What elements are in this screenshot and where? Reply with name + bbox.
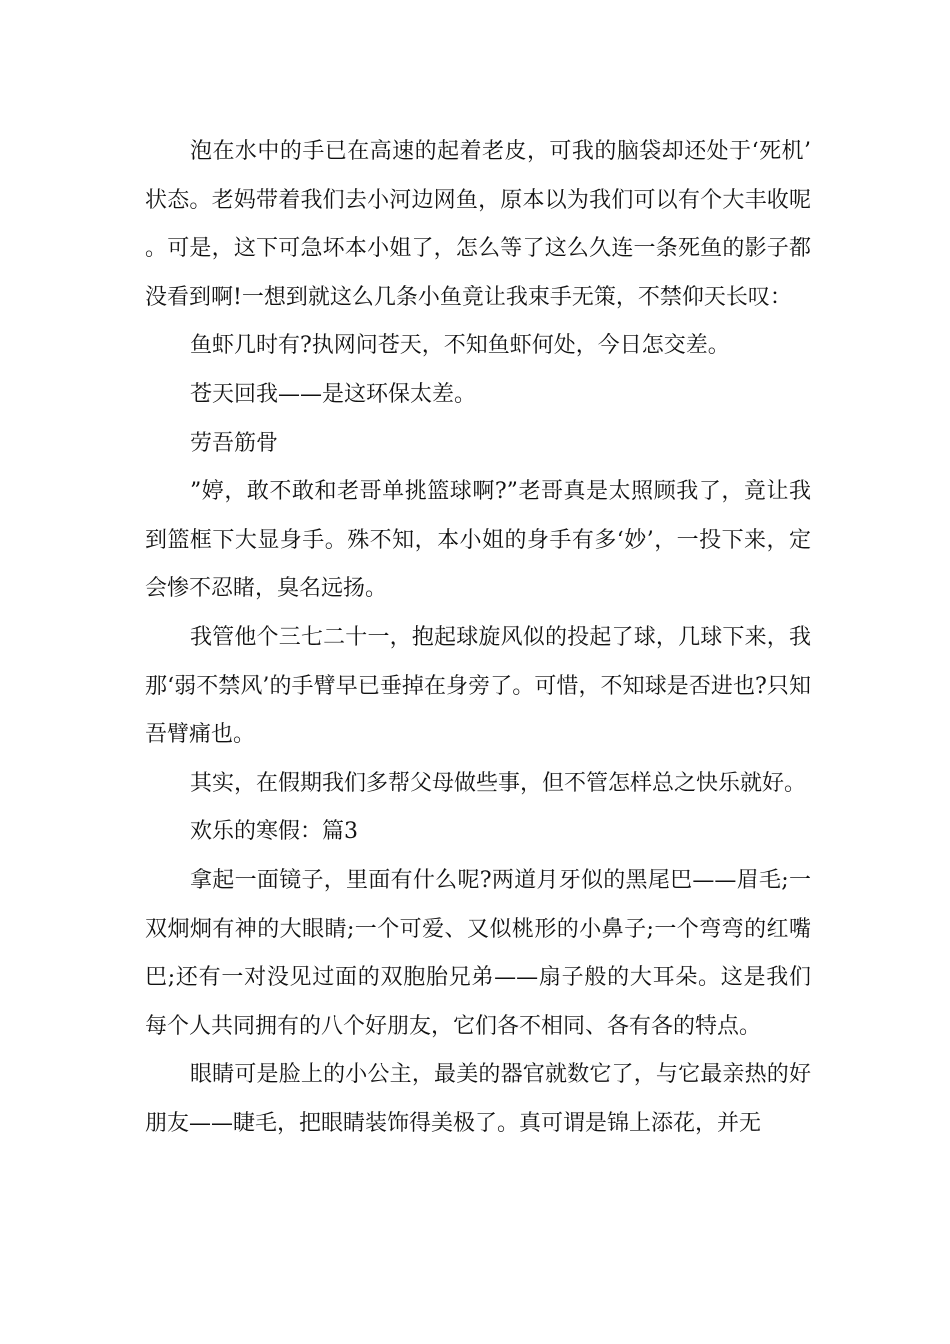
paragraph: 苍天回我——是这环保太差。 xyxy=(190,381,477,407)
paragraph: 拿起一面镜子，里面有什么呢?两道月牙似的黑尾巴——眉毛;一双炯炯有神的大眼睛;一个可爱、又似桃形的小鼻子;一个弯弯的红嘴巴;还有一对没见过面的双胞胎兄弟——扇子般的大耳朵。这是我们每个人共同拥有的八个好朋友，它们各不相同、各有各的特点。 xyxy=(145,867,811,1039)
paragraph: 眼睛可是脸上的小公主，最美的器官就数它了，与它最亲热的好朋友——睫毛，把眼睛装饰得美极了。真可谓是锦上添花，并无 xyxy=(145,1062,811,1136)
section-heading: 欢乐的寒假：篇3 xyxy=(190,819,358,845)
paragraph: 其实，在假期我们多帮父母做些事，但不管怎样总之快乐就好。 xyxy=(190,770,807,796)
paragraph: ”婷，敢不敢和老哥单挑篮球啊?”老哥真是太照顾我了，竟让我到篮框下大显身手。殊不知，本小姐的身手有多‘妙’，一投下来，定会惨不忍睹，臭名远扬。 xyxy=(145,479,811,602)
document-body xyxy=(145,128,811,1148)
paragraph: 鱼虾几时有?执网问苍天，不知鱼虾何处，今日怎交差。 xyxy=(190,333,730,359)
paragraph: 泡在水中的手已在高速的起着老皮，可我的脑袋却还处于‘死机’状态。老妈带着我们去小河边网鱼，原本以为我们可以有个大丰收呢。可是，这下可急坏本小姐了，怎么等了这么久连一条死鱼的影子都没看到啊!一想到就这么几条小鱼竟让我束手无策，不禁仰天长叹： xyxy=(145,139,811,310)
paragraph: 我管他个三七二十一，抱起球旋风似的投起了球，几球下来，我那‘弱不禁风’的手臂早已垂掉在身旁了。可惜，不知球是否进也?只知吾臂痛也。 xyxy=(145,624,811,748)
section-heading: 劳吾筋骨 xyxy=(190,430,279,456)
